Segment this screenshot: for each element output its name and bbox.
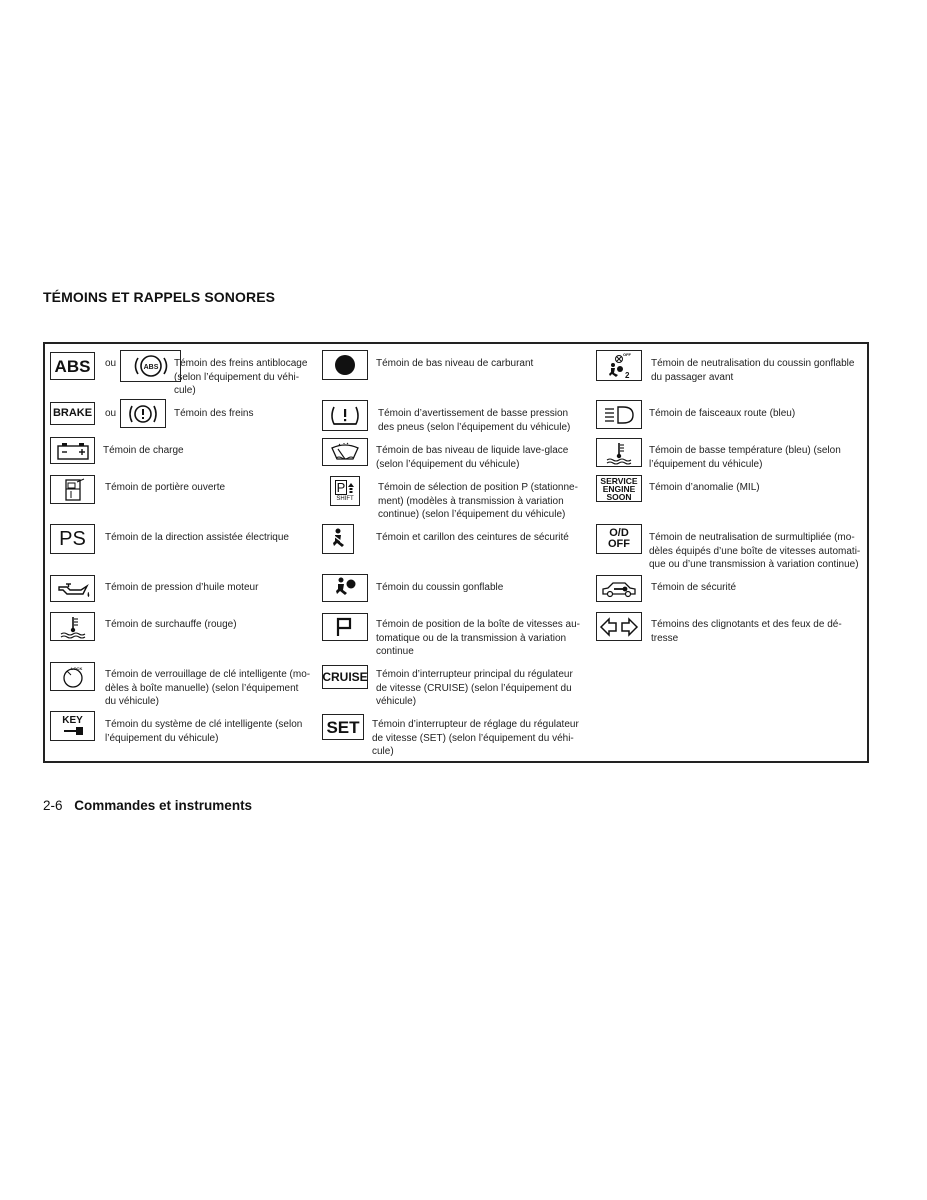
service-engine-soon-icon xyxy=(596,475,642,502)
airbag-icon xyxy=(322,574,368,602)
page-footer xyxy=(43,798,252,813)
key-fob-icon xyxy=(50,711,95,741)
od-off-icon xyxy=(596,524,642,554)
tire-pressure-icon xyxy=(322,400,368,431)
abs-circle-text: ABS xyxy=(143,364,158,371)
set-label: Témoin d’interrupteur de réglage du régulateur de vitesse (SET) (selon l’équipement du véhi- cule) xyxy=(372,719,579,757)
turn-signals-label: Témoins des clignotants et des feux de dé- tresse xyxy=(651,619,842,644)
ps-label: Témoin de la direction assistée électrique xyxy=(105,532,289,543)
airbag-off-num: 2 xyxy=(625,370,630,380)
tire-label: Témoin d’avertissement de basse pression des pneus (selon l’équipement du véhicule) xyxy=(378,408,571,433)
od-text-2: OFF xyxy=(608,538,630,550)
washer-label: Témoin de bas niveau de liquide lave-glace (selon l’équipement du véhicule) xyxy=(376,445,569,470)
abs-icon-text: ABS xyxy=(54,356,91,376)
turn-signal-arrows-icon xyxy=(596,612,642,641)
page-number: 2-6 xyxy=(43,798,63,813)
brake-icon-text: BRAKE xyxy=(52,407,93,419)
passenger-airbag-off-icon xyxy=(596,350,642,381)
warning-lights-table xyxy=(43,342,869,763)
mil-label: Témoin d’anomalie (MIL) xyxy=(649,482,760,493)
oil-label: Témoin de pression d’huile moteur xyxy=(105,582,259,593)
temperature-low-icon xyxy=(596,438,642,467)
door-open-icon xyxy=(50,475,95,504)
set-icon xyxy=(322,714,364,740)
airbag-label: Témoin du coussin gonflable xyxy=(376,582,504,593)
abs-label: Témoin des freins antiblocage (selon l’équipement du véhi- cule) xyxy=(174,358,308,396)
section-title: Commandes et instruments xyxy=(74,798,253,813)
service-text-1: SERVICE xyxy=(600,475,638,486)
overdrive-label: Témoin de neutralisation de surmultipliée (mo- dèles équipés d’une boîte de vitesses automati- que ou d’une transmission à variation continue) xyxy=(649,532,861,570)
brake-icon xyxy=(50,402,95,425)
position-p-icon xyxy=(322,613,368,641)
ps-icon-text: PS xyxy=(59,528,86,550)
cruise-label: Témoin d’interrupteur principal du régulateur de vitesse (CRUISE) (selon l’équipement du véhicule) xyxy=(376,669,573,707)
battery-icon xyxy=(50,437,95,464)
shift-p-icon xyxy=(330,476,360,506)
service-text-3: SOON xyxy=(606,491,632,502)
ps-icon xyxy=(50,524,95,554)
key-icon-text: KEY xyxy=(62,715,83,726)
set-icon-text: SET xyxy=(326,717,360,737)
security-car-key-icon xyxy=(596,575,642,602)
low-temp-label: Témoin de basse température (bleu) (selon l’équipement du véhicule) xyxy=(649,445,841,470)
abs-circle-icon xyxy=(120,350,181,382)
shift-label-text: SHIFT xyxy=(336,496,354,502)
overheat-label: Témoin de surchauffe (rouge) xyxy=(105,619,237,630)
high-beam-label: Témoin de faisceaux route (bleu) xyxy=(649,408,796,419)
door-label: Témoin de portière ouverte xyxy=(105,482,226,493)
charge-label: Témoin de charge xyxy=(103,445,184,456)
od-text-1: O/D xyxy=(609,527,629,539)
temperature-high-icon xyxy=(50,612,95,641)
cruise-icon xyxy=(322,665,368,689)
or-label: ou xyxy=(105,408,117,419)
seatbelt-label: Témoin et carillon des ceintures de sécurité xyxy=(376,532,569,543)
washer-fluid-icon xyxy=(322,438,368,466)
shift-p-label: Témoin de sélection de position P (stationne- ment) (modèles à transmission à variation continue) (selon l’équipement du véhicule) xyxy=(378,482,578,520)
airbag-off-text: OFF xyxy=(623,351,631,357)
fuel-dot-icon xyxy=(322,350,368,380)
key-lock-label: Témoin de verrouillage de clé intelligente (mo- dèles à boîte manuelle) (selon l’équipement du véhicule) xyxy=(105,669,311,707)
brake-label: Témoin des freins xyxy=(174,408,254,419)
page-title: TÉMOINS ET RAPPELS SONORES xyxy=(43,289,276,305)
abs-icon xyxy=(50,352,95,380)
shift-p-icon-text: P xyxy=(336,480,346,495)
security-label: Témoin de sécurité xyxy=(651,582,737,593)
brake-circle-icon xyxy=(120,399,166,428)
svg-text:LOCK: LOCK xyxy=(70,665,82,671)
or-label: ou xyxy=(105,358,117,369)
passenger-airbag-label: Témoin de neutralisation du coussin gonflable du passager avant xyxy=(651,358,855,383)
fuel-label: Témoin de bas niveau de carburant xyxy=(376,358,534,369)
key-lock-icon xyxy=(50,662,95,691)
oil-can-icon xyxy=(50,575,95,602)
key-system-label: Témoin du système de clé intelligente (selon l’équipement du véhicule) xyxy=(105,719,303,744)
service-text-2: ENGINE xyxy=(602,483,636,494)
seatbelt-icon xyxy=(322,524,354,554)
cruise-icon-text: CRUISE xyxy=(322,670,368,684)
high-beam-icon xyxy=(596,400,642,429)
position-p-label: Témoin de position de la boîte de vitesses au- tomatique ou de la transmission à variation continue xyxy=(376,619,581,657)
